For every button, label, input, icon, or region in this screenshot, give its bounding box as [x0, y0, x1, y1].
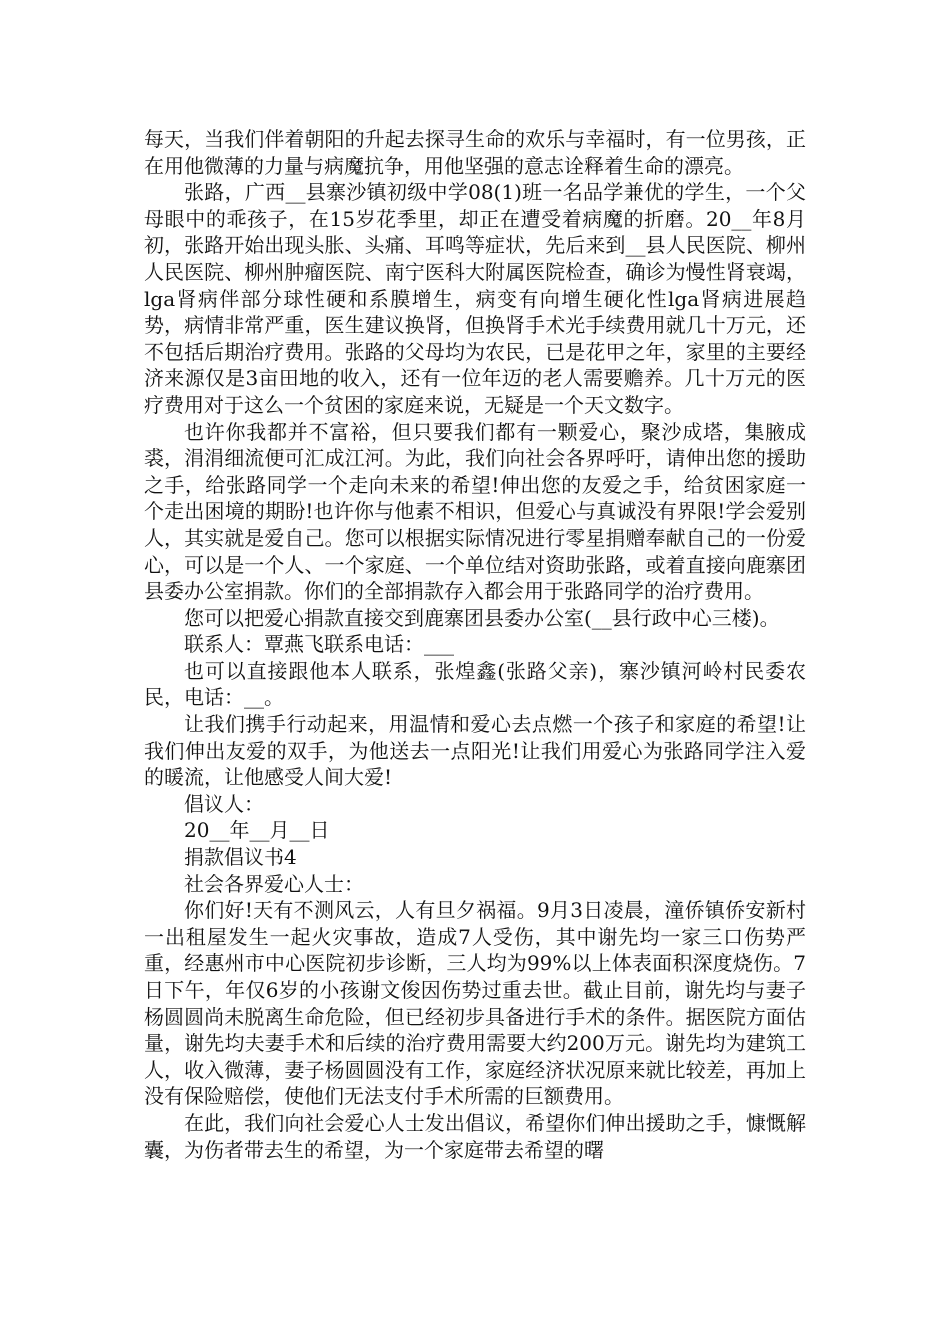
paragraph-2: 张路，广西__县寨沙镇初级中学08(1)班一名品学兼优的学生，一个父母眼中的乖孩子，在15岁花季里，却正在遭受着病魔的折磨。20__年8月初，张路开始出现头胀、头痛、耳鸣等症状，先后来到__县人民医院、柳州人民医院、柳州肿瘤医院、南宁医科大附属医院检查，确诊为慢性肾衰竭，lga肾病伴部分球性硬和系膜增生，病变有向增生硬化性lga肾病进展趋势，病情非常严重，医生建议换肾，但换肾手术光手续费用就几十万元，还不包括后期治疗费用。张路的父母均为农民，已是花甲之年，家里的主要经济来源仅是3亩田地的收入，还有一位年迈的老人需要赡养。几十万元的医疗费用对于这么一个贫困的家庭来说，无疑是一个天文数字。 — [144, 180, 806, 417]
paragraph-7: 让我们携手行动起来，用温情和爱心去点燃一个孩子和家庭的希望!让我们伸出友爱的双手，为他送去一点阳光!让我们用爱心为张路同学注入爱的暖流，让他感受人间大爱! — [144, 712, 806, 790]
paragraph-6: 也可以直接跟他本人联系，张煌鑫(张路父亲)，寨沙镇河岭村民委农民，电话：__。 — [144, 658, 806, 710]
paragraph-1: 每天，当我们伴着朝阳的升起去探寻生命的欢乐与幸福时，有一位男孩，正在用他微薄的力量与病魔抗争，用他坚强的意志诠释着生命的漂亮。 — [144, 127, 806, 178]
document-page — [144, 126, 806, 1163]
paragraph-date: 20__年__月__日 — [184, 818, 330, 843]
paragraph-3: 也许你我都并不富裕，但只要我们都有一颗爱心，聚沙成塔，集腋成裘，涓涓细流便可汇成江河。为此，我们向社会各界呼吁，请伸出您的援助之手，给张路同学一个走向未来的希望!伸出您的友爱之手，给贫困家庭一个走出困境的期盼!也许你与他素不相识，但爱心与真诚没有界限!学会爱别人，其实就是爱自己。您可以根据实际情况进行零星捐赠奉献自己的一份爱心，可以是一个人、一个家庭、一个单位结对资助张路，或着直接向鹿寨团县委办公室捐款。你们的全部捐款存入都会用于张路同学的治疗费用。 — [144, 419, 806, 604]
salutation: 社会各界爱心人士： — [184, 871, 364, 896]
paragraph-13: 在此，我们向社会爱心人士发出倡议，希望你们伸出援助之手，慷慨解囊，为伤者带去生的希望，为一个家庭带去希望的曙 — [144, 1110, 806, 1162]
paragraph-contact: 联系人：覃燕飞联系电话：___ — [184, 632, 454, 657]
paragraph-4: 您可以把爱心捐款直接交到鹿寨团县委办公室(__县行政中心三楼)。 — [184, 605, 780, 630]
paragraph-12: 你们好!天有不测风云，人有旦夕祸福。9月3日凌晨，潼侨镇侨安新村一出租屋发生一起火灾事故，造成7人受伤，其中谢先均一家三口伤势严重，经惠州市中心医院初步诊断，三人均为99%以上体表面积深度烧伤。7日下午，年仅6岁的小孩谢文俊因伤势过重去世。截止目前，谢先均与妻子杨圆圆尚未脱离生命危险，但已经初步具备进行手术的条件。据医院方面估量，谢先均夫妻手术和后续的治疗费用需要大约200万元。谢先均为建筑工人，收入微薄，妻子杨圆圆没有工作，家庭经济状况原来就比较差，再加上没有保险赔偿，使他们无法支付手术所需的巨额费用。 — [144, 898, 806, 1109]
section-title: 捐款倡议书4 — [184, 845, 297, 870]
paragraph-initiator: 倡议人： — [184, 791, 264, 816]
